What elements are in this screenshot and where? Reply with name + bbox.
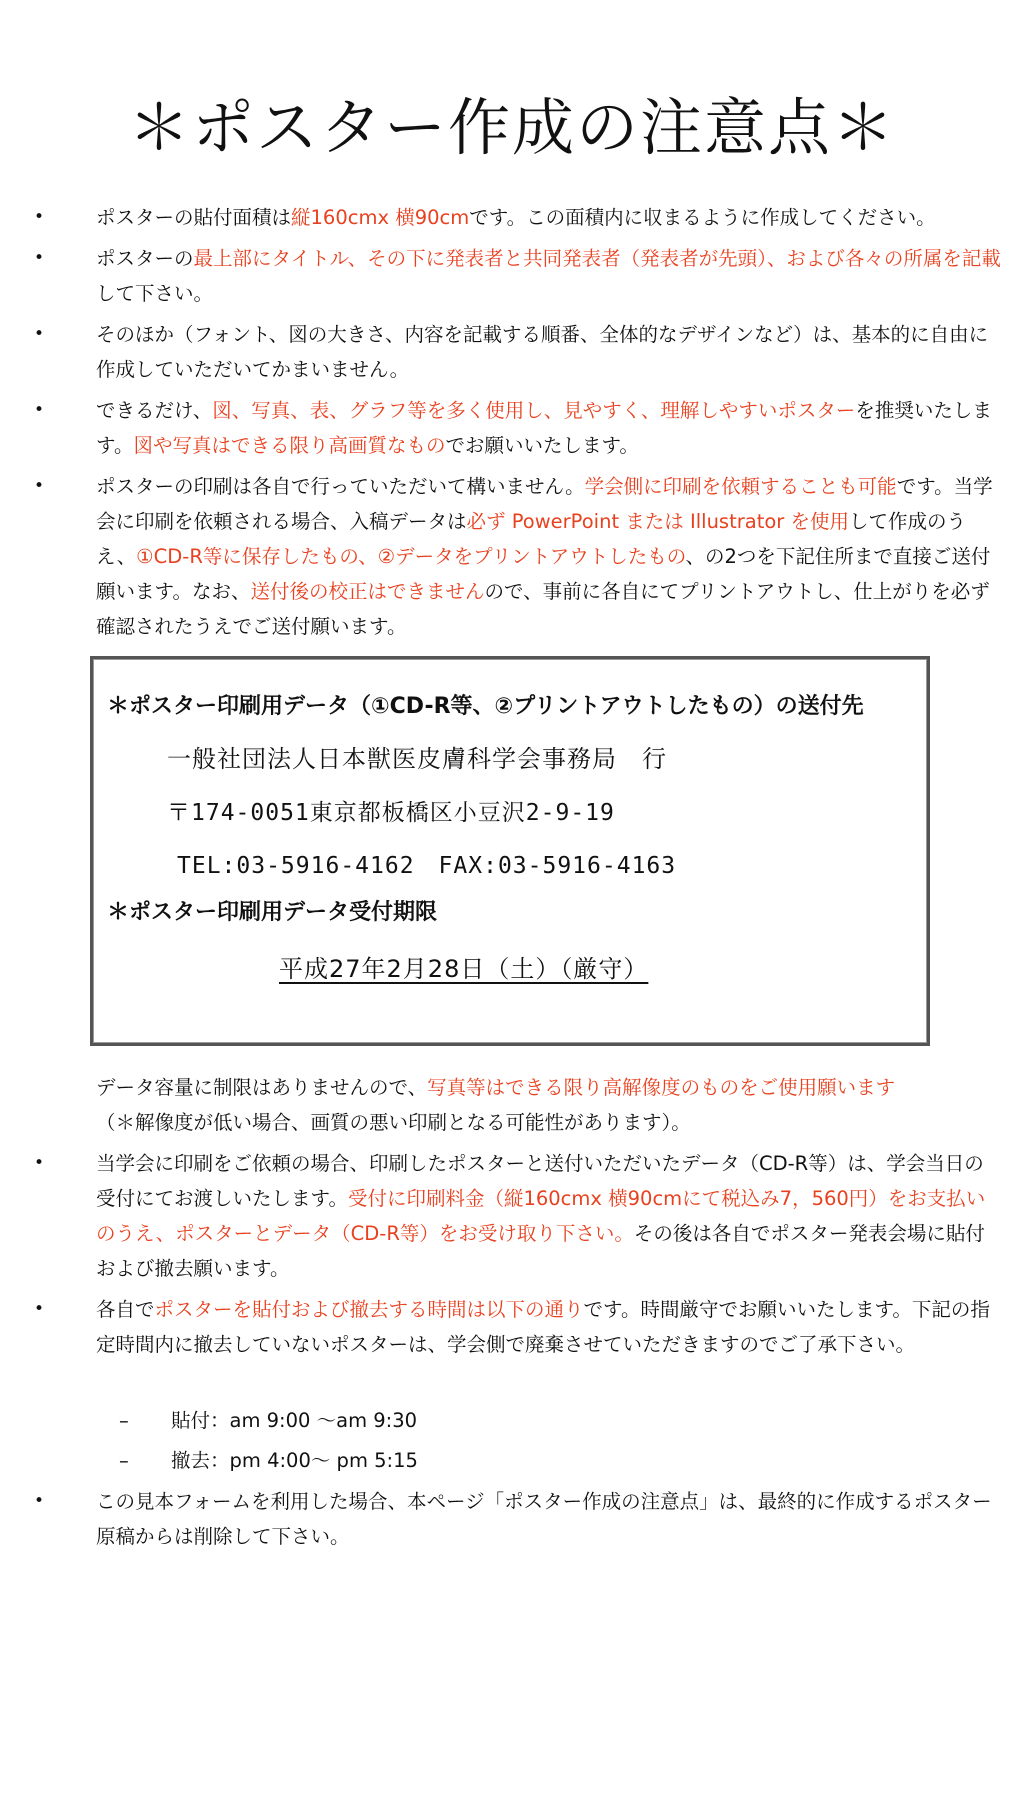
bullet-icon: • <box>34 1299 45 1319</box>
note-resolution: データ容量に制限はありませんので、写真等はできる限り高解像度のものをご使用願います （＊解像度が低い場合、画質の悪い印刷となる可能性があります）。 <box>96 1076 896 1134</box>
dash-icon: – <box>119 1409 129 1432</box>
bullet-icon: • <box>34 324 45 344</box>
bullet-icon: • <box>34 1491 45 1511</box>
note-pickup: • 当学会に印刷をご依頼の場合、印刷したポスターと送付いただいたデータ（CD-R等）は、学会当日の受付にてお渡しいたします。受付に印刷料金（縦160cmx 横90cmにて税込み7，560円）をお支払いのうえ、ポスターとデータ（CD-R等）をお受け取り下さい。その後は各自でポスター発表会場に貼付および撤去願います。 <box>96 1146 1001 1286</box>
organization-name: 一般社団法人日本獣医皮膚科学会事務局 行 <box>167 745 667 773</box>
emphasis-text: 写真等はできる限り高解像度のものをご使用願います <box>427 1076 896 1099</box>
deadline-heading: ＊ポスター印刷用データ受付期限 <box>107 900 438 925</box>
deadline-date: 平成27年2月28日（土）（厳守） <box>279 955 649 983</box>
emphasis-text: 受付に印刷料金（縦160cmx 横90cmにて税込み7，560円）をお支払いのうえ、ポスターとデータ（CD-R等）をお受け取り下さい。 <box>96 1187 986 1245</box>
dash-icon: – <box>119 1449 129 1472</box>
emphasis-text: 学会側に印刷を依頼することも可能 <box>584 475 897 498</box>
bullet-icon: • <box>34 476 45 496</box>
note-poster-size: • ポスターの貼付面積は縦160cmx 横90cmです。この面積内に収まるように作成してください。 <box>96 200 1001 235</box>
emphasis-text: 必ず PowerPoint または Illustrator を使用 <box>466 510 849 533</box>
schedule-posting: – 貼付：am 9:00 〜am 9:30 <box>171 1403 871 1438</box>
note-delete-page: • この見本フォームを利用した場合、本ページ「ポスター作成の注意点」は、最終的に作成するポスター原稿からは削除して下さい。 <box>96 1484 1001 1554</box>
emphasis-text: ①CD-R等に保存したもの、②データをプリントアウトしたもの <box>136 545 686 568</box>
bullet-icon: • <box>34 207 45 227</box>
bullet-icon: • <box>34 1153 45 1173</box>
note-free-design: • そのほか（フォント、図の大きさ、内容を記載する順番、全体的なデザインなど）は、基本的に自由に作成していただいてかまいません。 <box>96 317 1001 387</box>
page-title: ＊ポスター作成の注意点＊ <box>127 91 896 164</box>
bullet-icon: • <box>34 248 45 268</box>
phone-fax: TEL:03-5916-4162 FAX:03-5916-4163 <box>177 853 677 879</box>
emphasis-text: 最上部にタイトル、その下に発表者と共同発表者（発表者が先頭）、および各々の所属を記載 <box>193 247 1001 270</box>
note-printing: • ポスターの印刷は各自で行っていただいて構いません。学会側に印刷を依頼することも可能です。当学会に印刷を依頼される場合、入稿データは必ず PowerPoint または Illustrator を使用して作成のうえ、①CD-R等に保存したもの、②データをプリントアウトしたもの、の2つを下記住所まで直接ご送付願います。なお、送付後の校正はできませんので、事前に各自にてプリントアウトし、仕上がりを必ず確認されたうえでご送付願います。 <box>96 469 1001 644</box>
shipping-heading: ＊ポスター印刷用データ（①CD-R等、②プリントアウトしたもの）の送付先 <box>107 694 864 719</box>
bullet-icon: • <box>34 400 45 420</box>
postal-address: 〒174-0051東京都板橋区小豆沢2-9-19 <box>167 800 615 826</box>
emphasis-text: 図、写真、表、グラフ等を多く使用し、見やすく、理解しやすいポスター <box>212 399 856 422</box>
shipping-address-box <box>90 656 930 1046</box>
emphasis-text: 送付後の校正はできません <box>250 580 485 603</box>
schedule-removal: – 撤去：pm 4:00〜 pm 5:15 <box>171 1443 871 1478</box>
note-visuals: • できるだけ、図、写真、表、グラフ等を多く使用し、見やすく、理解しやすいポスターを推奨いたします。図や写真はできる限り高画質なものでお願いいたします。 <box>96 393 1001 463</box>
emphasis-text: 縦160cmx 横90cm <box>291 206 470 229</box>
emphasis-text: 図や写真はできる限り高画質なもの <box>133 434 446 457</box>
emphasis-text: ポスターを貼付および撤去する時間は以下の通り <box>154 1298 584 1321</box>
note-title-layout: • ポスターの最上部にタイトル、その下に発表者と共同発表者（発表者が先頭）、および各々の所属を記載して下さい。 <box>96 241 1001 311</box>
note-schedule: • 各自でポスターを貼付および撤去する時間は以下の通りです。時間厳守でお願いいたします。下記の指定時間内に撤去していないポスターは、学会側で廃棄させていただきますのでご了承下さい。 <box>96 1292 1001 1362</box>
